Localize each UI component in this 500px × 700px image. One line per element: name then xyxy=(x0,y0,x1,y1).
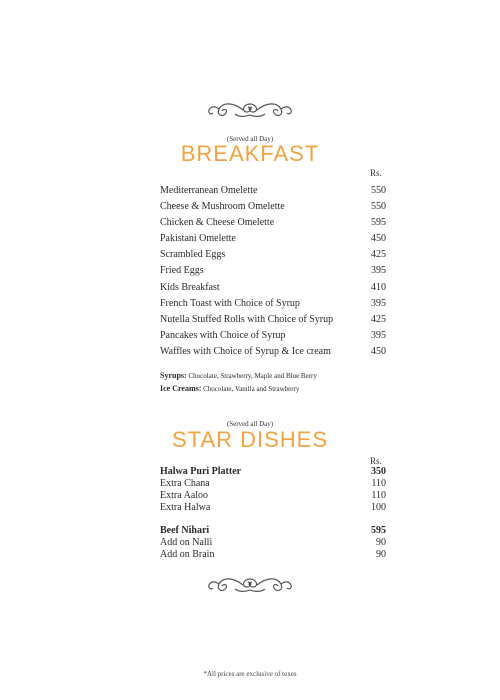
breakfast-served-note: (Served all Day) xyxy=(226,135,274,143)
list-item: Scrambled Eggs 425 xyxy=(160,249,386,260)
list-item: Waffles with Choice of Syrup & Ice cream 450 xyxy=(160,346,386,357)
ornament-bottom xyxy=(0,575,500,600)
list-item: Pakistani Omelette 450 xyxy=(160,233,386,244)
list-item: Halwa Puri Platter 350 xyxy=(160,466,386,477)
list-item: Nutella Stuffed Rolls with Choice of Syrup 425 xyxy=(160,314,386,325)
ornament-top xyxy=(0,100,500,125)
star-dishes-currency: Rs. xyxy=(370,456,382,466)
star-dishes-served-note: (Served all Day) xyxy=(226,420,274,428)
breakfast-currency: Rs. xyxy=(370,168,382,178)
list-item: Add on Nalli 90 xyxy=(160,537,386,548)
icecreams-note: Ice Creams: Chocolate, Vanilla and Strawberry xyxy=(160,384,300,393)
scroll-ornament-icon xyxy=(205,575,295,595)
list-item: Cheese & Mushroom Omelette 550 xyxy=(160,201,386,212)
list-item: Extra Aaloo 110 xyxy=(160,490,386,501)
list-item: Extra Chana 110 xyxy=(160,478,386,489)
scroll-ornament-icon xyxy=(205,100,295,120)
list-item: Beef Nihari 595 xyxy=(160,525,386,536)
prices-disclaimer: *All prices are exclusive of texes xyxy=(203,670,297,678)
breakfast-title: BREAKFAST xyxy=(180,141,320,166)
star-dishes-title: STAR DISHES xyxy=(171,427,329,452)
list-item: Mediterranean Omelette 550 xyxy=(160,185,386,196)
list-item: Pancakes with Choice of Syrup 395 xyxy=(160,330,386,341)
list-item: Extra Halwa 100 xyxy=(160,502,386,513)
list-item: Chicken & Cheese Omelette 595 xyxy=(160,217,386,228)
list-item: Fried Eggs 395 xyxy=(160,265,386,276)
list-item: Add on Brain 90 xyxy=(160,549,386,560)
list-item: Kids Breakfast 410 xyxy=(160,282,386,293)
syrups-note: Syrups: Chocolate, Strawberry, Maple and Blue Berry xyxy=(160,371,317,380)
list-item: French Toast with Choice of Syrup 395 xyxy=(160,298,386,309)
